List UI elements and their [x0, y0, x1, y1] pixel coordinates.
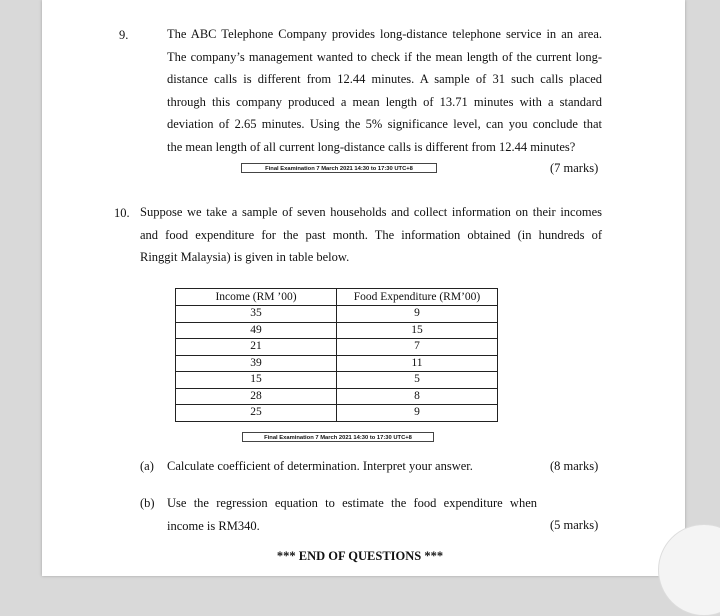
part-a-text: Calculate coefficient of determination. Interpret your answer. [167, 459, 473, 473]
table-row [176, 388, 498, 405]
table-cell-food: 9 [337, 306, 498, 323]
part-a-label: (a) [140, 459, 154, 473]
table-cell-food: 15 [337, 322, 498, 339]
question-9-line: The ABC Telephone Company provides long-distance telephone service in an area. [167, 27, 602, 41]
exam-watermark-stamp: Final Examination 7 March 2021 14:30 to 17:30 UTC+8 [241, 163, 437, 173]
exam-watermark-stamp: Final Examination 7 March 2021 14:30 to 17:30 UTC+8 [242, 432, 434, 442]
question-10-line: Ringgit Malaysia) is given in table below. [140, 250, 350, 264]
question-9-number: 9. [119, 28, 129, 42]
table-row [176, 405, 498, 422]
part-a-marks: (8 marks) [550, 459, 599, 473]
part-b-label: (b) [140, 496, 155, 510]
table-cell-income: 28 [176, 388, 337, 405]
table-cell-income: 25 [176, 405, 337, 422]
table-header-row [176, 289, 498, 306]
question-9-line: through this company produced a mean length of 13.71 minutes with a standard [167, 94, 602, 109]
table-row [176, 372, 498, 389]
table-cell-food: 5 [337, 372, 498, 389]
table-row [176, 355, 498, 372]
column-header-income: Income (RM ’00) [176, 289, 337, 306]
table-cell-food: 7 [337, 339, 498, 356]
table-row [176, 322, 498, 339]
end-of-questions: *** END OF QUESTIONS *** [276, 549, 444, 563]
question-10-number: 10. [114, 206, 130, 220]
question-9-text [167, 23, 602, 158]
table-cell-food: 8 [337, 388, 498, 405]
income-expenditure-table [175, 288, 498, 422]
question-10-text [140, 201, 602, 269]
table-cell-income: 39 [176, 355, 337, 372]
table-row [176, 339, 498, 356]
table-cell-income: 15 [176, 372, 337, 389]
question-9-line: distance calls is different from 12.44 minutes. A sample of 31 such calls placed [167, 72, 602, 86]
table-cell-income: 49 [176, 322, 337, 339]
question-9-line: the mean length of all current long-distance calls is different from 12.44 minutes? [167, 139, 576, 154]
part-b-line: income is RM340. [167, 518, 260, 533]
question-10-line: Suppose we take a sample of seven households and collect information on their incomes [140, 205, 602, 219]
question-9-marks: (7 marks) [550, 161, 599, 175]
table-cell-food: 11 [337, 355, 498, 372]
table-cell-food: 9 [337, 405, 498, 422]
table-cell-income: 35 [176, 306, 337, 323]
table-cell-income: 21 [176, 339, 337, 356]
question-9-line: The company’s management wanted to check if the mean length of the current long- [167, 49, 602, 64]
question-10-line: and food expenditure for the past month. The information obtained (in hundreds of [140, 227, 602, 242]
part-b-line: Use the regression equation to estimate the food expenditure when [167, 496, 537, 510]
part-b-marks: (5 marks) [550, 518, 599, 532]
column-header-food-expenditure: Food Expenditure (RM’00) [337, 289, 498, 306]
table-row [176, 306, 498, 323]
part-b-text [167, 492, 537, 537]
question-9-line: deviation of 2.65 minutes. Using the 5% significance level, can you conclude that [167, 117, 602, 131]
